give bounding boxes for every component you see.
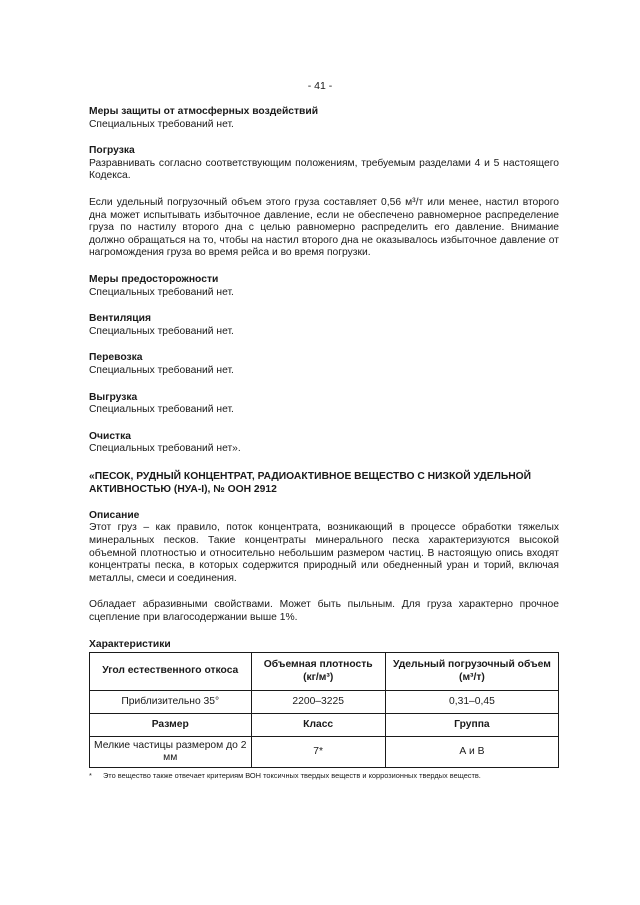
- table-cell: 7*: [251, 737, 385, 768]
- heading-precautions: Меры предосторожности: [89, 273, 219, 285]
- footnote-mark: *: [89, 771, 92, 781]
- text-cleaning: Специальных требований нет».: [89, 443, 241, 455]
- table-cell: Объемная плотность (кг/м³): [251, 653, 385, 691]
- heading-weather-protection: Меры защиты от атмосферных воздействий: [89, 106, 319, 117]
- heading-discharge: Выгрузка: [89, 391, 138, 403]
- text-loading-1: Разравнивать согласно соответствующим положениям, требуемым разделами 4 и 5 настоящего Кодекса.: [89, 157, 559, 182]
- heading-characteristics: Характеристики: [89, 638, 171, 650]
- footnote-text: Это вещество также отвечает критериям ВОН токсичных твердых веществ и коррозионных твердых веществ.: [103, 771, 481, 781]
- table-row: [90, 691, 559, 714]
- table-cell: Размер: [90, 714, 252, 737]
- text-discharge: Специальных требований нет.: [89, 404, 234, 416]
- footnote: [89, 771, 559, 781]
- heading-ventilation: Вентиляция: [89, 313, 151, 325]
- text-description-1: Этот груз – как правило, поток концентрата, возникающий в процессе обработки тяжелых минеральных песков. Такие концентраты минерального песка характеризуются высокой объемной плотностью и относительно небольшим размером частиц. В настоящую опись входят концентраты песка, в которых содержится природный или обедненный уран и торий, включая металлы, смеси и соединения.: [89, 522, 559, 584]
- text-loading-2: Если удельный погрузочный объем этого груза составляет 0,56 м³/т или менее, настил второго дна может испытывать избыточное давление, если не обеспечено равномерное распределение груза по настилу второго дна с целью равномерно распределить его давление. Внимание должно обращаться на то, чтобы на настил второго дна не оказывалось избыточное давление от нагромождения груза во время рейса и во время погрузки.: [89, 196, 559, 259]
- table-row: [90, 714, 559, 737]
- table-row: [90, 737, 559, 768]
- table-cell: 0,31–0,45: [385, 691, 558, 714]
- text-precautions: Специальных требований нет.: [89, 286, 234, 298]
- table-cell: Мелкие частицы размером до 2 мм: [90, 737, 252, 768]
- table-row: [90, 653, 559, 691]
- heading-cleaning: Очистка: [89, 430, 131, 442]
- table-cell: Группа: [385, 714, 558, 737]
- text-weather-protection: Специальных требований нет.: [89, 118, 234, 130]
- heading-description: Описание: [89, 509, 140, 521]
- page-content: [89, 106, 559, 781]
- text-ventilation: Специальных требований нет.: [89, 325, 234, 337]
- table-cell: Класс: [251, 714, 385, 737]
- table-cell: Приблизительно 35°: [90, 691, 252, 714]
- heading-carriage: Перевозка: [89, 352, 143, 364]
- table-cell: 2200–3225: [251, 691, 385, 714]
- text-carriage: Специальных требований нет.: [89, 364, 234, 376]
- heading-loading: Погрузка: [89, 145, 135, 157]
- characteristics-table: [89, 652, 559, 768]
- page-number: - 41 -: [307, 80, 333, 92]
- table-cell: А и В: [385, 737, 558, 768]
- cargo-title: «ПЕСОК, РУДНЫЙ КОНЦЕНТРАТ, РАДИОАКТИВНОЕ ВЕЩЕСТВО С НИЗКОЙ УДЕЛЬНОЙ АКТИВНОСТЬЮ (НУА-I), № ООН 2912: [89, 470, 532, 495]
- text-description-2: Обладает абразивными свойствами. Может быть пыльным. Для груза характерно прочное сцепление при влагосодержании выше 1%.: [89, 599, 559, 624]
- table-cell: Угол естественного откоса: [90, 653, 252, 691]
- table-cell: Удельный погрузочный объем (м³/т): [385, 653, 558, 691]
